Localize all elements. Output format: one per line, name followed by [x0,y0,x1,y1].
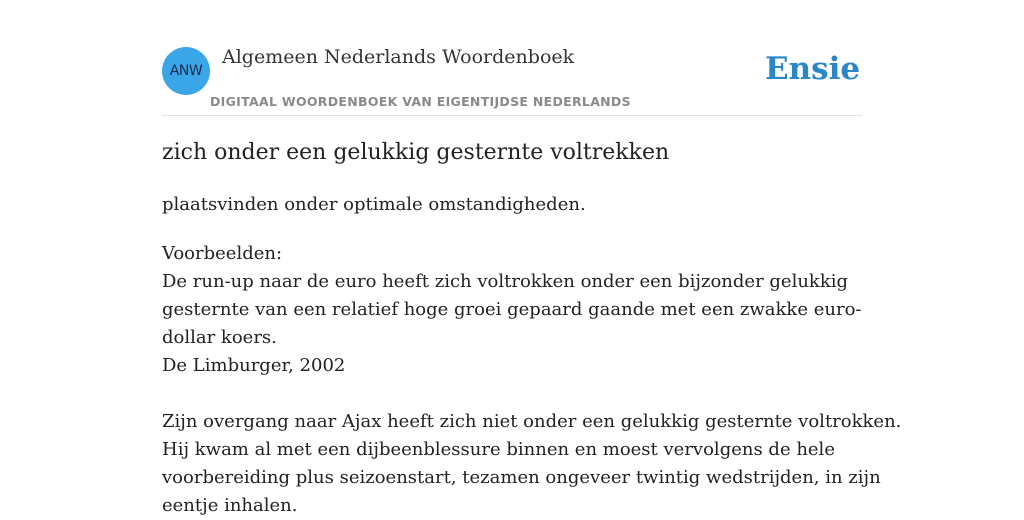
header-divider [162,115,862,116]
example-1-source: De Limburger, 2002 [162,355,346,376]
example-2-line: Zijn overgang naar Ajax heeft zich niet onder een gelukkig gesternte voltrokken. [162,411,902,432]
logo-text: ANW [169,63,203,79]
example-spacer [162,380,862,408]
example-2-line: voorbereiding plus seizoenstart, tezamen ongeveer twintig wedstrijden, in zijn [162,467,881,488]
example-1-line: gesternte van een relatief hoge groei gepaard gaande met een zwakke euro- [162,299,862,320]
example-2-line: Hij kwam al met een dijbeenblessure binnen en moest vervolgens de hele [162,439,835,460]
entry-headword: zich onder een gelukkig gesternte voltrekken [162,140,670,165]
examples-label: Voorbeelden: [162,243,283,264]
examples-section [162,240,902,520]
site-subtitle: DIGITAAL WOORDENBOEK VAN EIGENTIJDSE NEDERLANDS [210,94,631,109]
anw-logo[interactable] [162,47,210,95]
site-title[interactable]: Algemeen Nederlands Woordenboek [222,46,575,68]
example-1-line: dollar koers. [162,327,277,348]
entry-definition: plaatsvinden onder optimale omstandigheden. [162,194,586,215]
example-2-line: eentje inhalen. [162,495,298,516]
ensie-brand-link[interactable]: Ensie [765,51,861,87]
example-1-line: De run-up naar de euro heeft zich voltrokken onder een bijzonder gelukkig [162,271,849,292]
